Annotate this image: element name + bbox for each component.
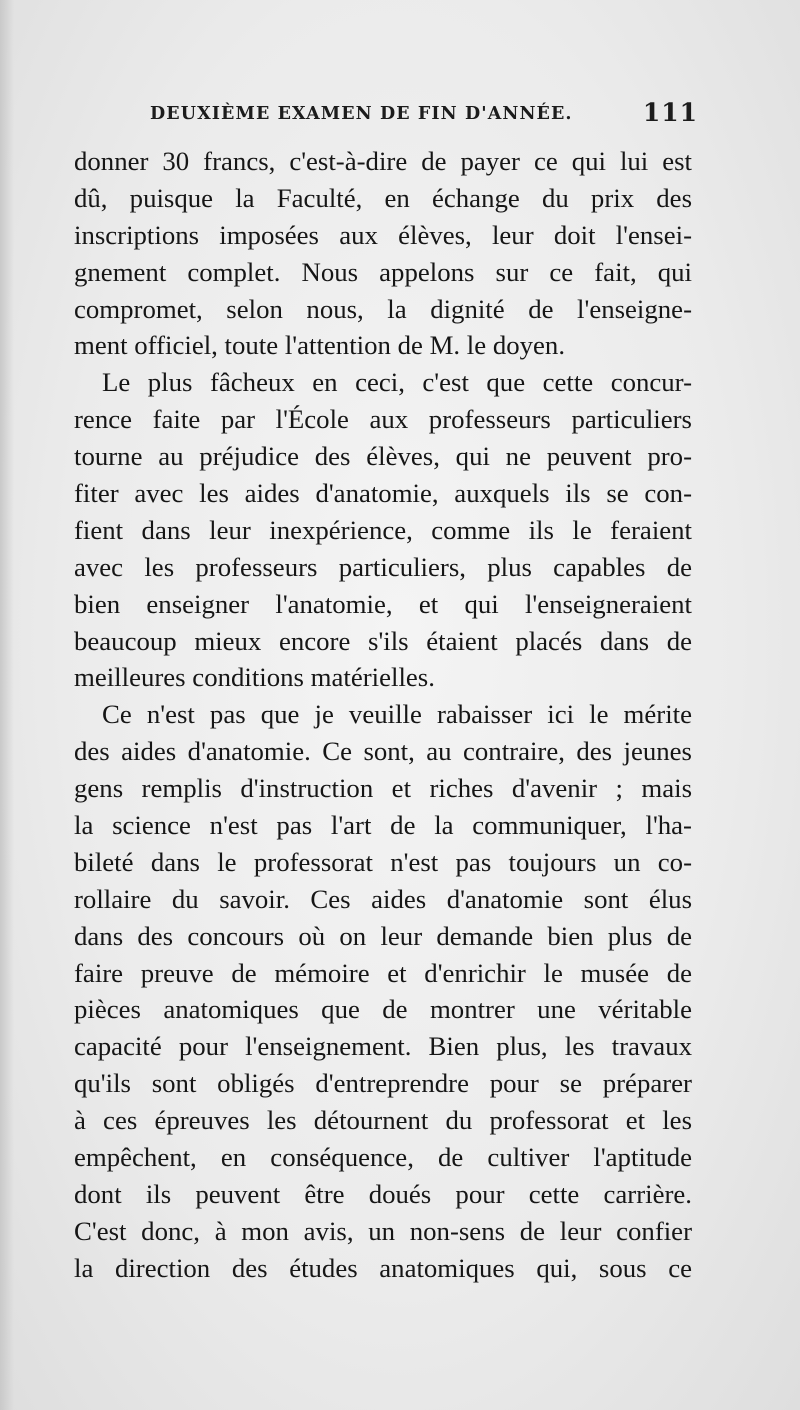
text-line: beaucoup mieux encore s'ils étaient placés dans de [74,625,692,656]
text-line: la science n'est pas l'art de la communiquer, l'ha- [74,810,692,841]
text-line: dont ils peuvent être doués pour cette carrière. [74,1178,692,1209]
text-line: Le plus fâcheux en ceci, c'est que cette concur- [102,367,692,398]
text-line: meilleures conditions matérielles. [74,662,435,693]
text-line: bien enseigner l'anatomie, et qui l'enseigneraient [74,588,692,619]
text-line: avec les professeurs particuliers, plus capables de [74,551,692,582]
text-line: faire preuve de mémoire et d'enrichir le musée de [74,957,692,988]
text-line: C'est donc, à mon avis, un non-sens de leur confier [74,1215,692,1246]
page-number: 111 [642,98,698,127]
text-line: pièces anatomiques que de montrer une véritable [74,994,692,1025]
text-line: empêchent, en conséquence, de cultiver l'aptitude [74,1142,692,1173]
text-line: tourne au préjudice des élèves, qui ne peuvent pro- [74,441,692,472]
text-line: fient dans leur inexpérience, comme ils le feraient [74,514,692,545]
text-line: ment officiel, toute l'attention de M. le doyen. [74,330,566,361]
text-line: qu'ils sont obligés d'entreprendre pour se préparer [74,1068,692,1099]
text-line: des aides d'anatomie. Ce sont, au contraire, des jeunes [74,736,692,767]
running-head: DEUXIÈME EXAMEN DE FIN D'ANNÉE. [150,104,573,124]
text-line: fiter avec les aides d'anatomie, auxquels ils se con- [74,478,692,509]
text-line: à ces épreuves les détournent du professorat et les [74,1105,692,1136]
text-line: bileté dans le professorat n'est pas toujours un co- [74,846,692,877]
text-line: la direction des études anatomiques qui, sous ce [74,1252,692,1283]
text-line: gens remplis d'instruction et riches d'avenir ; mais [74,773,692,804]
text-line: gnement complet. Nous appelons sur ce fait, qui [74,256,692,287]
text-line: dû, puisque la Faculté, en échange du prix des [74,182,692,213]
text-line: compromet, selon nous, la dignité de l'enseigne- [74,293,692,324]
body-text [74,143,692,1287]
text-line: Ce n'est pas que je veuille rabaisser ici le mérite [102,699,692,730]
text-line: rence faite par l'École aux professeurs particuliers [74,404,692,435]
text-line: rollaire du savoir. Ces aides d'anatomie sont élus [74,883,692,914]
page-header [150,98,700,134]
text-line: capacité pour l'enseignement. Bien plus, les travaux [74,1031,692,1062]
text-line: donner 30 francs, c'est-à-dire de payer ce qui lui est [74,146,692,176]
text-line: inscriptions imposées aux élèves, leur doit l'ensei- [74,219,692,250]
text-line: dans des concours où on leur demande bien plus de [74,920,692,951]
